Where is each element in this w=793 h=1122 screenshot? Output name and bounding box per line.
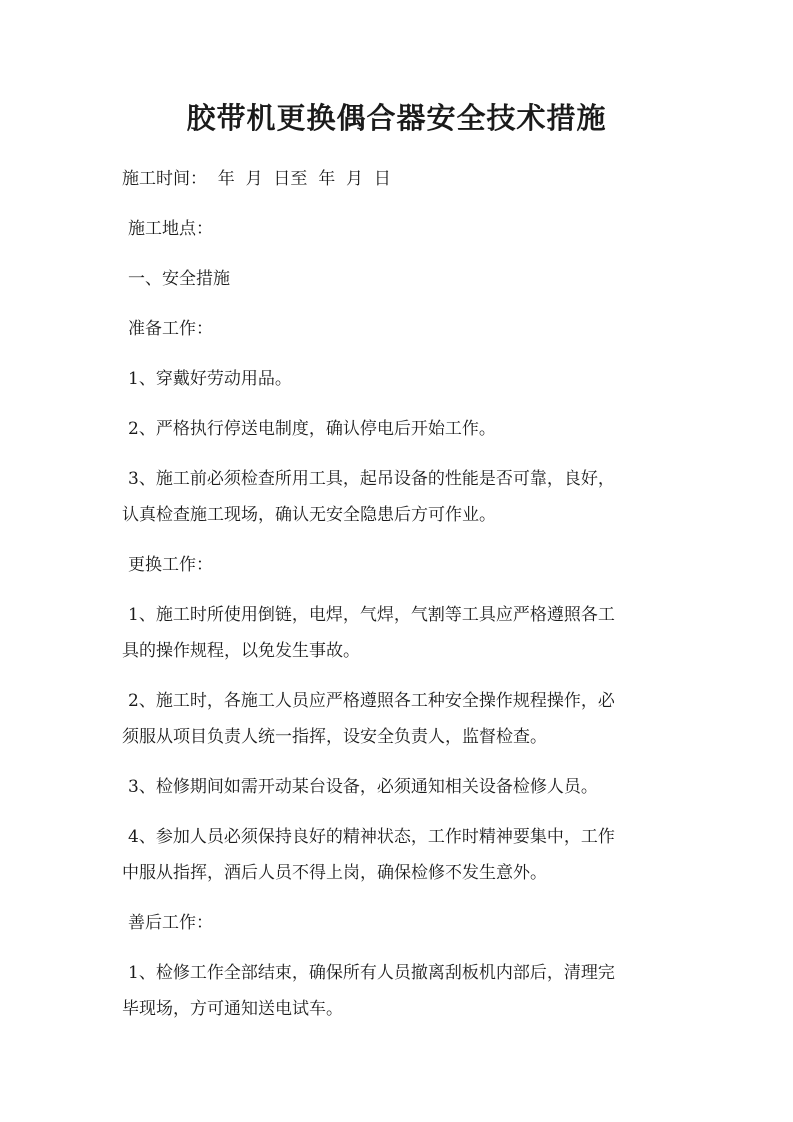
after-heading: 善后工作： [128, 913, 213, 933]
prep-item-3-line2: 认真检查施工现场，确认无安全隐患后方可作业。 [122, 505, 496, 525]
after-item-1-line2: 毕现场，方可通知送电试车。 [122, 999, 343, 1019]
construction-place: 施工地点： [128, 219, 213, 239]
prep-item-1: 1、穿戴好劳动用品。 [128, 369, 292, 389]
replace-item-3: 3、检修期间如需开动某台设备，必须通知相关设备检修人员。 [128, 777, 598, 797]
replace-item-1-line1: 1、施工时所使用倒链，电焊，气焊，气割等工具应严格遵照各工 [128, 605, 615, 625]
replace-item-1-line2: 具的操作规程，以免发生事故。 [122, 641, 360, 661]
prep-item-2: 2、严格执行停送电制度，确认停电后开始工作。 [128, 419, 496, 439]
replace-heading: 更换工作： [128, 555, 213, 575]
after-item-1-line1: 1、检修工作全部结束，确保所有人员撤离刮板机内部后，清理完 [128, 963, 615, 983]
section-heading-safety: 一、安全措施 [128, 269, 230, 289]
document-title: 胶带机更换偶合器安全技术措施 [186, 101, 607, 135]
prep-item-3-line1: 3、施工前必须检查所用工具，起吊设备的性能是否可靠，良好， [128, 469, 615, 489]
replace-item-4-line2: 中服从指挥，酒后人员不得上岗，确保检修不发生意外。 [122, 863, 547, 883]
replace-item-2-line1: 2、施工时，各施工人员应严格遵照各工种安全操作规程操作，必 [128, 691, 615, 711]
replace-item-2-line2: 须服从项目负责人统一指挥，设安全负责人，监督检查。 [122, 727, 547, 747]
replace-item-4-line1: 4、参加人员必须保持良好的精神状态，工作时精神要集中，工作 [128, 827, 615, 847]
construction-time: 施工时间： 年 月 日至 年 月 日 [122, 169, 391, 189]
prep-heading: 准备工作： [128, 319, 213, 339]
